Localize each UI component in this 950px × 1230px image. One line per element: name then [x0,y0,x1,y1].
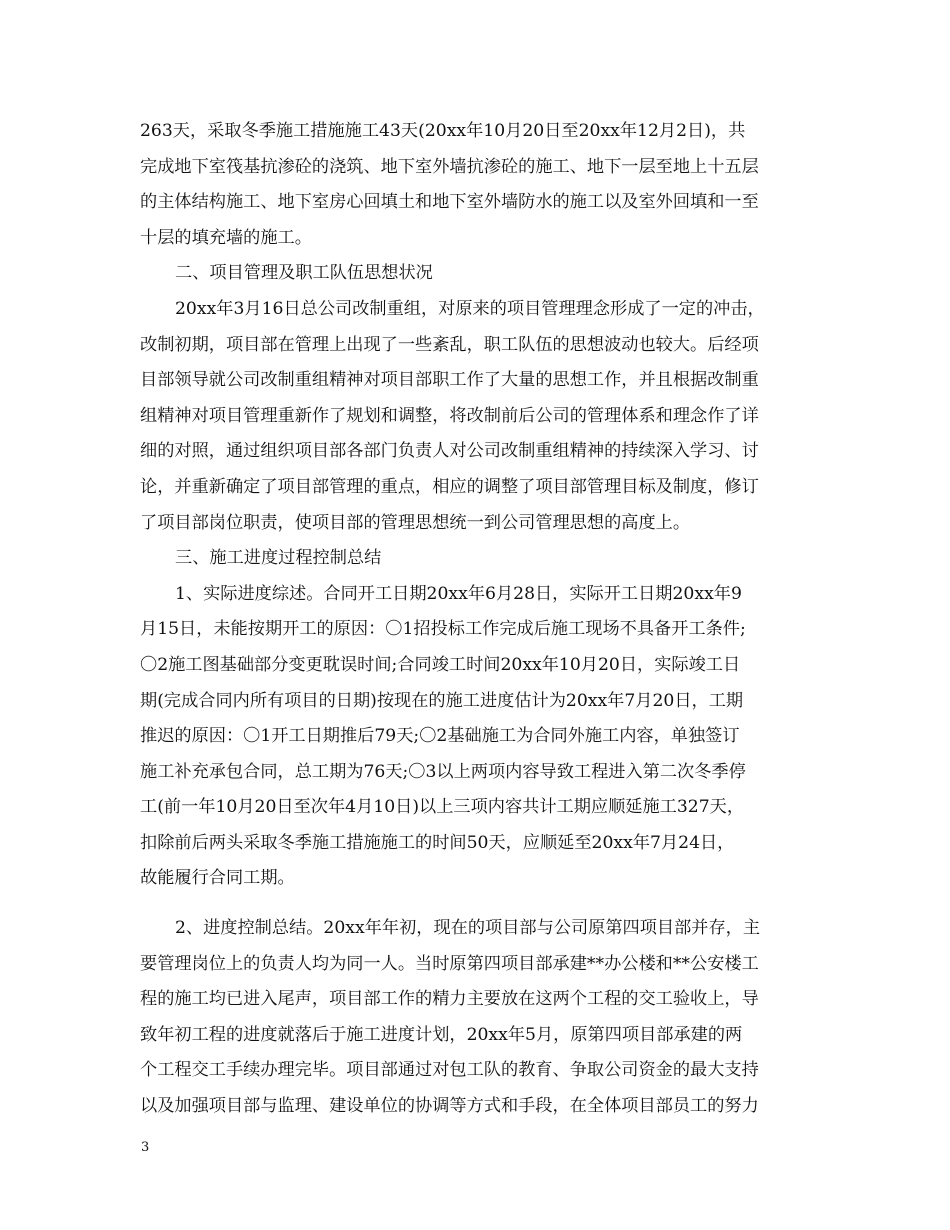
page-number: 3 [141,1140,150,1155]
text-line: 论，并重新确定了项目部管理的重点，相应的调整了项目部管理目标及制度，修订 [140,476,759,497]
text-line: 工(前一年10月20日至次年4月10日)以上三项内容共计工期应顺延施工327天， [140,797,745,818]
text-line: 期(完成合同内所有项目的日期)按现在的施工进度估计为20xx年7月20日，工期 [140,690,744,711]
text-line: 程的施工均已进入尾声，项目部工作的精力主要放在这两个工程的交工验收上，导 [140,989,759,1010]
text-line: 2、进度控制总结。20xx年年初，现在的项目部与公司原第四项目部并存，主 [175,918,761,939]
text-line: 完成地下室筏基抗渗砼的浇筑、地下室外墙抗渗砼的施工、地下一层至地上十五层 [140,156,759,177]
text-line: 致年初工程的进度就落后于施工进度计划，20xx年5月，原第四项目部承建的两 [140,1024,743,1045]
text-line: 263天，采取冬季施工措施施工43天(20xx年10月20日至20xx年12月2日)，共 [140,121,746,141]
text-line: 细的对照，通过组织项目部各部门负责人对公司改制重组精神的持续深入学习、讨 [140,441,759,462]
text-line: 月15日，未能按期开工的原因：〇1招投标工作完成后施工现场不具备开工条件; [140,619,746,640]
text-line: 〇2施工图基础部分变更耽误时间;合同竣工时间20xx年10月20日，实际竣工日 [140,654,741,675]
paragraph-gap [140,897,818,911]
text-line: 目部领导就公司改制重组精神对项目部职工作了大量的思想工作，并且根据改制重 [140,370,759,391]
section-heading: 二、项目管理及职工队伍思想状况 [175,263,433,284]
text-line: 20xx年3月16日总公司改制重组，对原来的项目管理理念形成了一定的冲击， [175,298,765,319]
text-line: 推迟的原因：〇1开工日期推后79天;〇2基础施工为合同外施工内容，单独签订 [140,726,740,747]
text-line: 组精神对项目管理重新作了规划和调整，将改制前后公司的管理体系和理念作了详 [140,405,759,426]
text-line: 十层的填充墙的施工。 [140,227,312,248]
document-body [140,114,818,1125]
text-line: 改制初期，项目部在管理上出现了一些紊乱，职工队伍的思想波动也较大。后经项 [140,334,759,355]
text-line: 施工补充承包合同，总工期为76天;〇3以上两项内容导致工程进入第二次冬季停 [140,761,746,782]
text-line: 以及加强项目部与监理、建设单位的协调等方式和手段，在全体项目部员工的努力 [140,1096,759,1117]
text-line: 了项目部岗位职责，使项目部的管理思想统一到公司管理思想的高度上。 [140,512,691,533]
text-line: 要管理岗位上的负责人均为同一人。当时原第四项目部承建**办公楼和**公安楼工 [140,953,759,974]
text-line: 个工程交工手续办理完毕。项目部通过对包工队的教育、争取公司资金的最大支持 [140,1060,759,1081]
text-line: 的主体结构施工、地下室房心回填土和地下室外墙防水的施工以及室外回填和一至 [140,192,759,213]
text-line: 扣除前后两头采取冬季施工措施施工的时间50天，应顺延至20xx年7月24日， [140,832,735,853]
text-line: 1、实际进度综述。合同开工日期20xx年6月28日，实际开工日期20xx年9 [175,583,742,604]
section-heading: 三、施工进度过程控制总结 [175,548,382,569]
text-line: 故能履行合同工期。 [140,868,295,889]
